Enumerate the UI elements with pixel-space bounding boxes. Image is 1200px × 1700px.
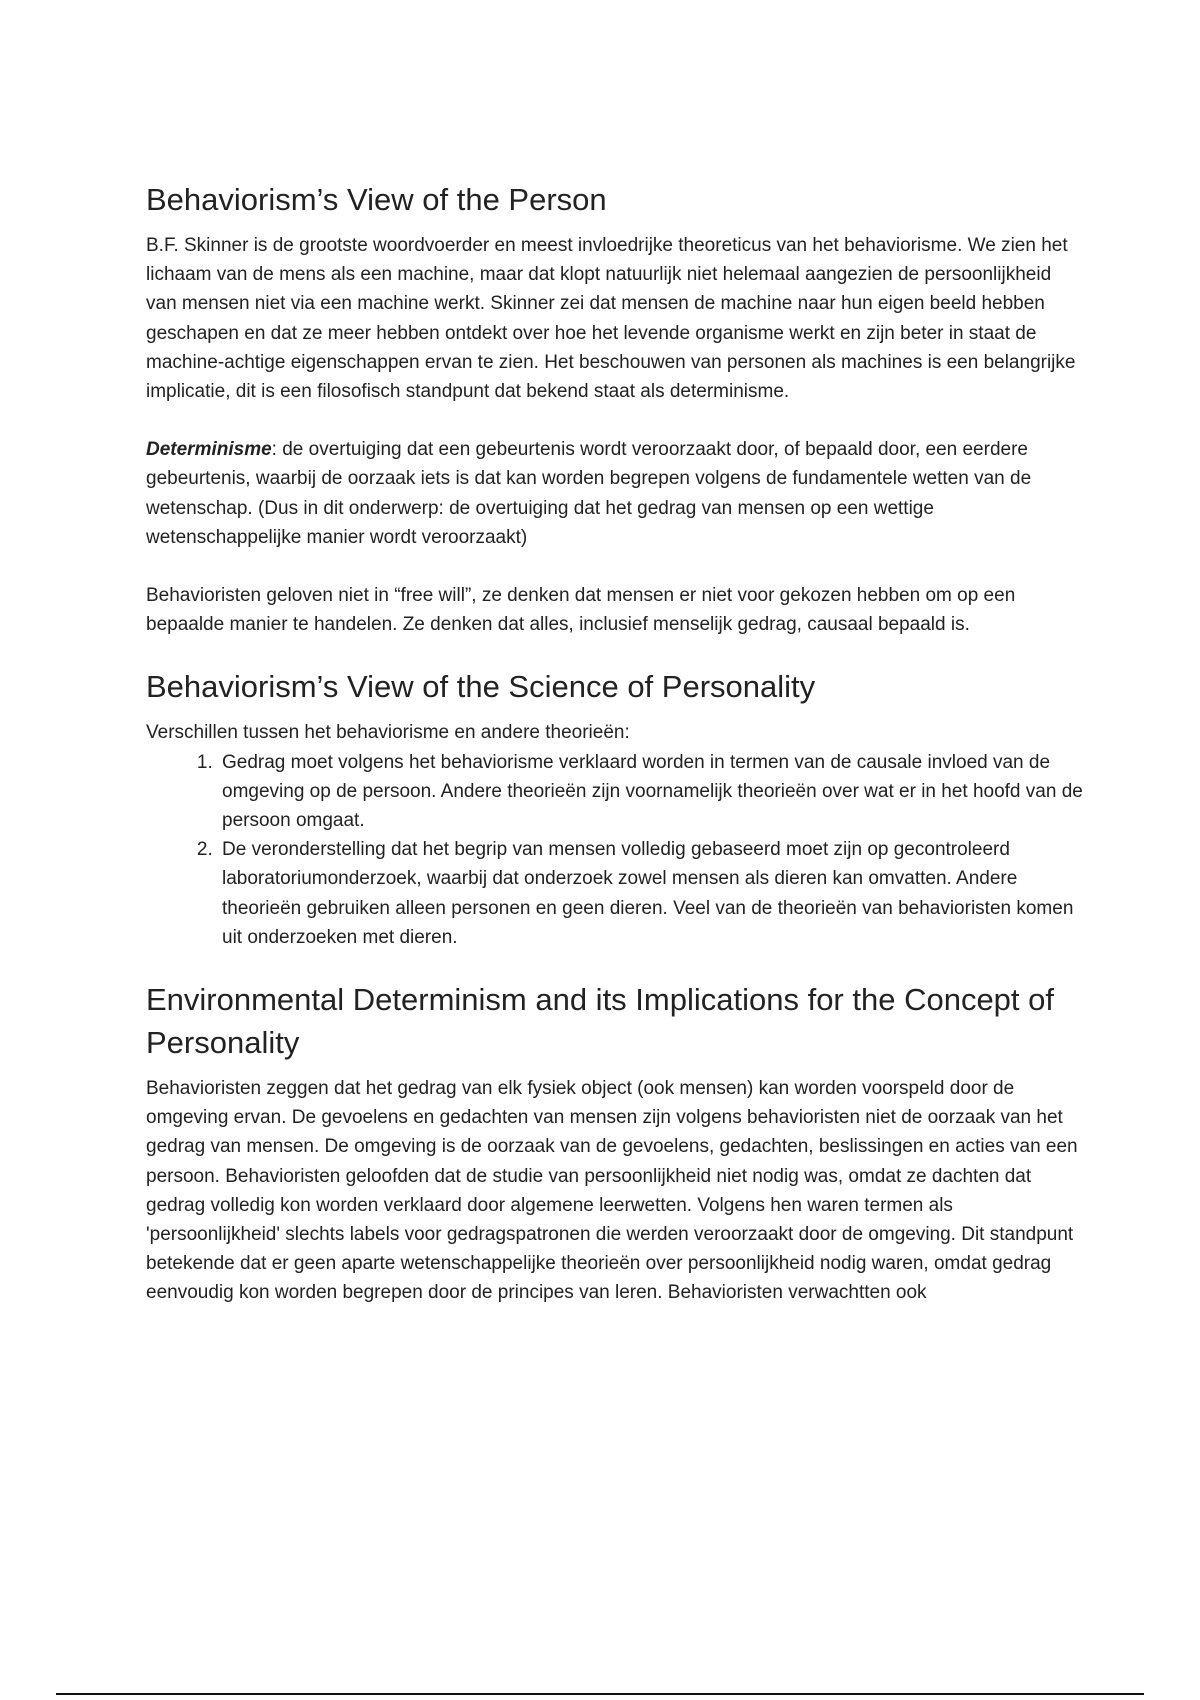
paragraph-free-will: Behavioristen geloven niet in “free will”, ze denken dat mensen er niet voor gekozen hebben om op een bepaalde manier te handelen. Ze denken dat alles, inclusief menselijk gedrag, causaal bepaald is. <box>146 585 1016 636</box>
section-view-of-person <box>146 178 1086 639</box>
differences-list <box>146 748 1086 952</box>
list-item: 1. Gedrag moet volgens het behaviorisme verklaard worden in termen van de causale invloed van de omgeving op de persoon. Andere theorieën zijn voornamelijk theorieën over wat er in het hoofd van de persoon omgaat. <box>218 748 1086 836</box>
definition-term: Determinisme <box>146 439 272 461</box>
paragraph-environment: Behavioristen zeggen dat het gedrag van elk fysiek object (ook mensen) kan worden voorspeld door de omgeving ervan. De gevoelens en gedachten van mensen zijn volgens behavioristen niet de oorzaak van het gedrag van mensen. De omgeving is de oorzaak van de gevoelens, gedachten, beslissingen en acties van een persoon. Behavioristen geloofden dat de studie van persoonlijkheid niet nodig was, omdat ze dachten dat gedrag volledig kon worden verklaard door algemene leerwetten. Volgens hen waren termen als 'persoonlijkheid' slechts labels voor gedragspatronen die werden veroorzaakt door de omgeving. Dit standpunt betekende dat er geen aparte wetenschappelijke theorieën over persoonlijkheid nodig waren, omdat gedrag eenvoudig kon worden begrepen door de principes van leren. Behavioristen verwachtten ook <box>146 1078 1078 1304</box>
section-heading: Behaviorism’s View of the Person <box>146 182 607 217</box>
section-heading: Environmental Determinism and its Implications for the Concept of Personality <box>146 982 1055 1061</box>
section-environmental-determinism <box>146 978 1086 1308</box>
list-item: 2. De veronderstelling dat het begrip van mensen volledig gebaseerd moet zijn op gecontroleerd laboratoriumonderzoek, waarbij dat onderzoek zowel mensen als dieren kan omvatten. Andere theorieën gebruiken alleen personen en geen dieren. Veel van de theorieën van behavioristen komen uit onderzoeken met dieren. <box>218 835 1086 952</box>
definition-text: : de overtuiging dat een gebeurtenis wordt veroorzaakt door, of bepaald door, een eerdere gebeurtenis, waarbij de oorzaak iets is dat kan worden begrepen volgens de fundamentele wetten van de wetenschap. (Dus in dit onderwerp: de overtuiging dat het gedrag van mensen op een wettige wetenschappelijke manier wordt veroorzaakt) <box>146 439 1032 548</box>
document-page <box>146 178 1086 1334</box>
paragraph-differences-intro: Verschillen tussen het behaviorisme en andere theorieën: <box>146 722 630 744</box>
paragraph-skinner: B.F. Skinner is de grootste woordvoerder en meest invloedrijke theoreticus van het behaviorisme. We zien het lichaam van de mens als een machine, maar dat klopt natuurlijk niet helemaal aangezien de persoonlijkheid van mensen niet via een machine werkt. Skinner zei dat mensen de machine naar hun eigen beeld hebben geschapen en dat ze meer hebben ontdekt over hoe het levende organisme werkt en zijn beter in staat de machine-achtige eigenschappen ervan te zien. Het beschouwen van personen als machines is een belangrijke implicatie, dit is een filosofisch standpunt dat bekend staat als determinisme. <box>146 235 1076 403</box>
section-science-of-personality <box>146 665 1086 952</box>
section-heading: Behaviorism’s View of the Science of Personality <box>146 669 816 705</box>
paragraph-definition <box>146 435 1086 552</box>
page-bottom-divider <box>56 1693 1144 1695</box>
